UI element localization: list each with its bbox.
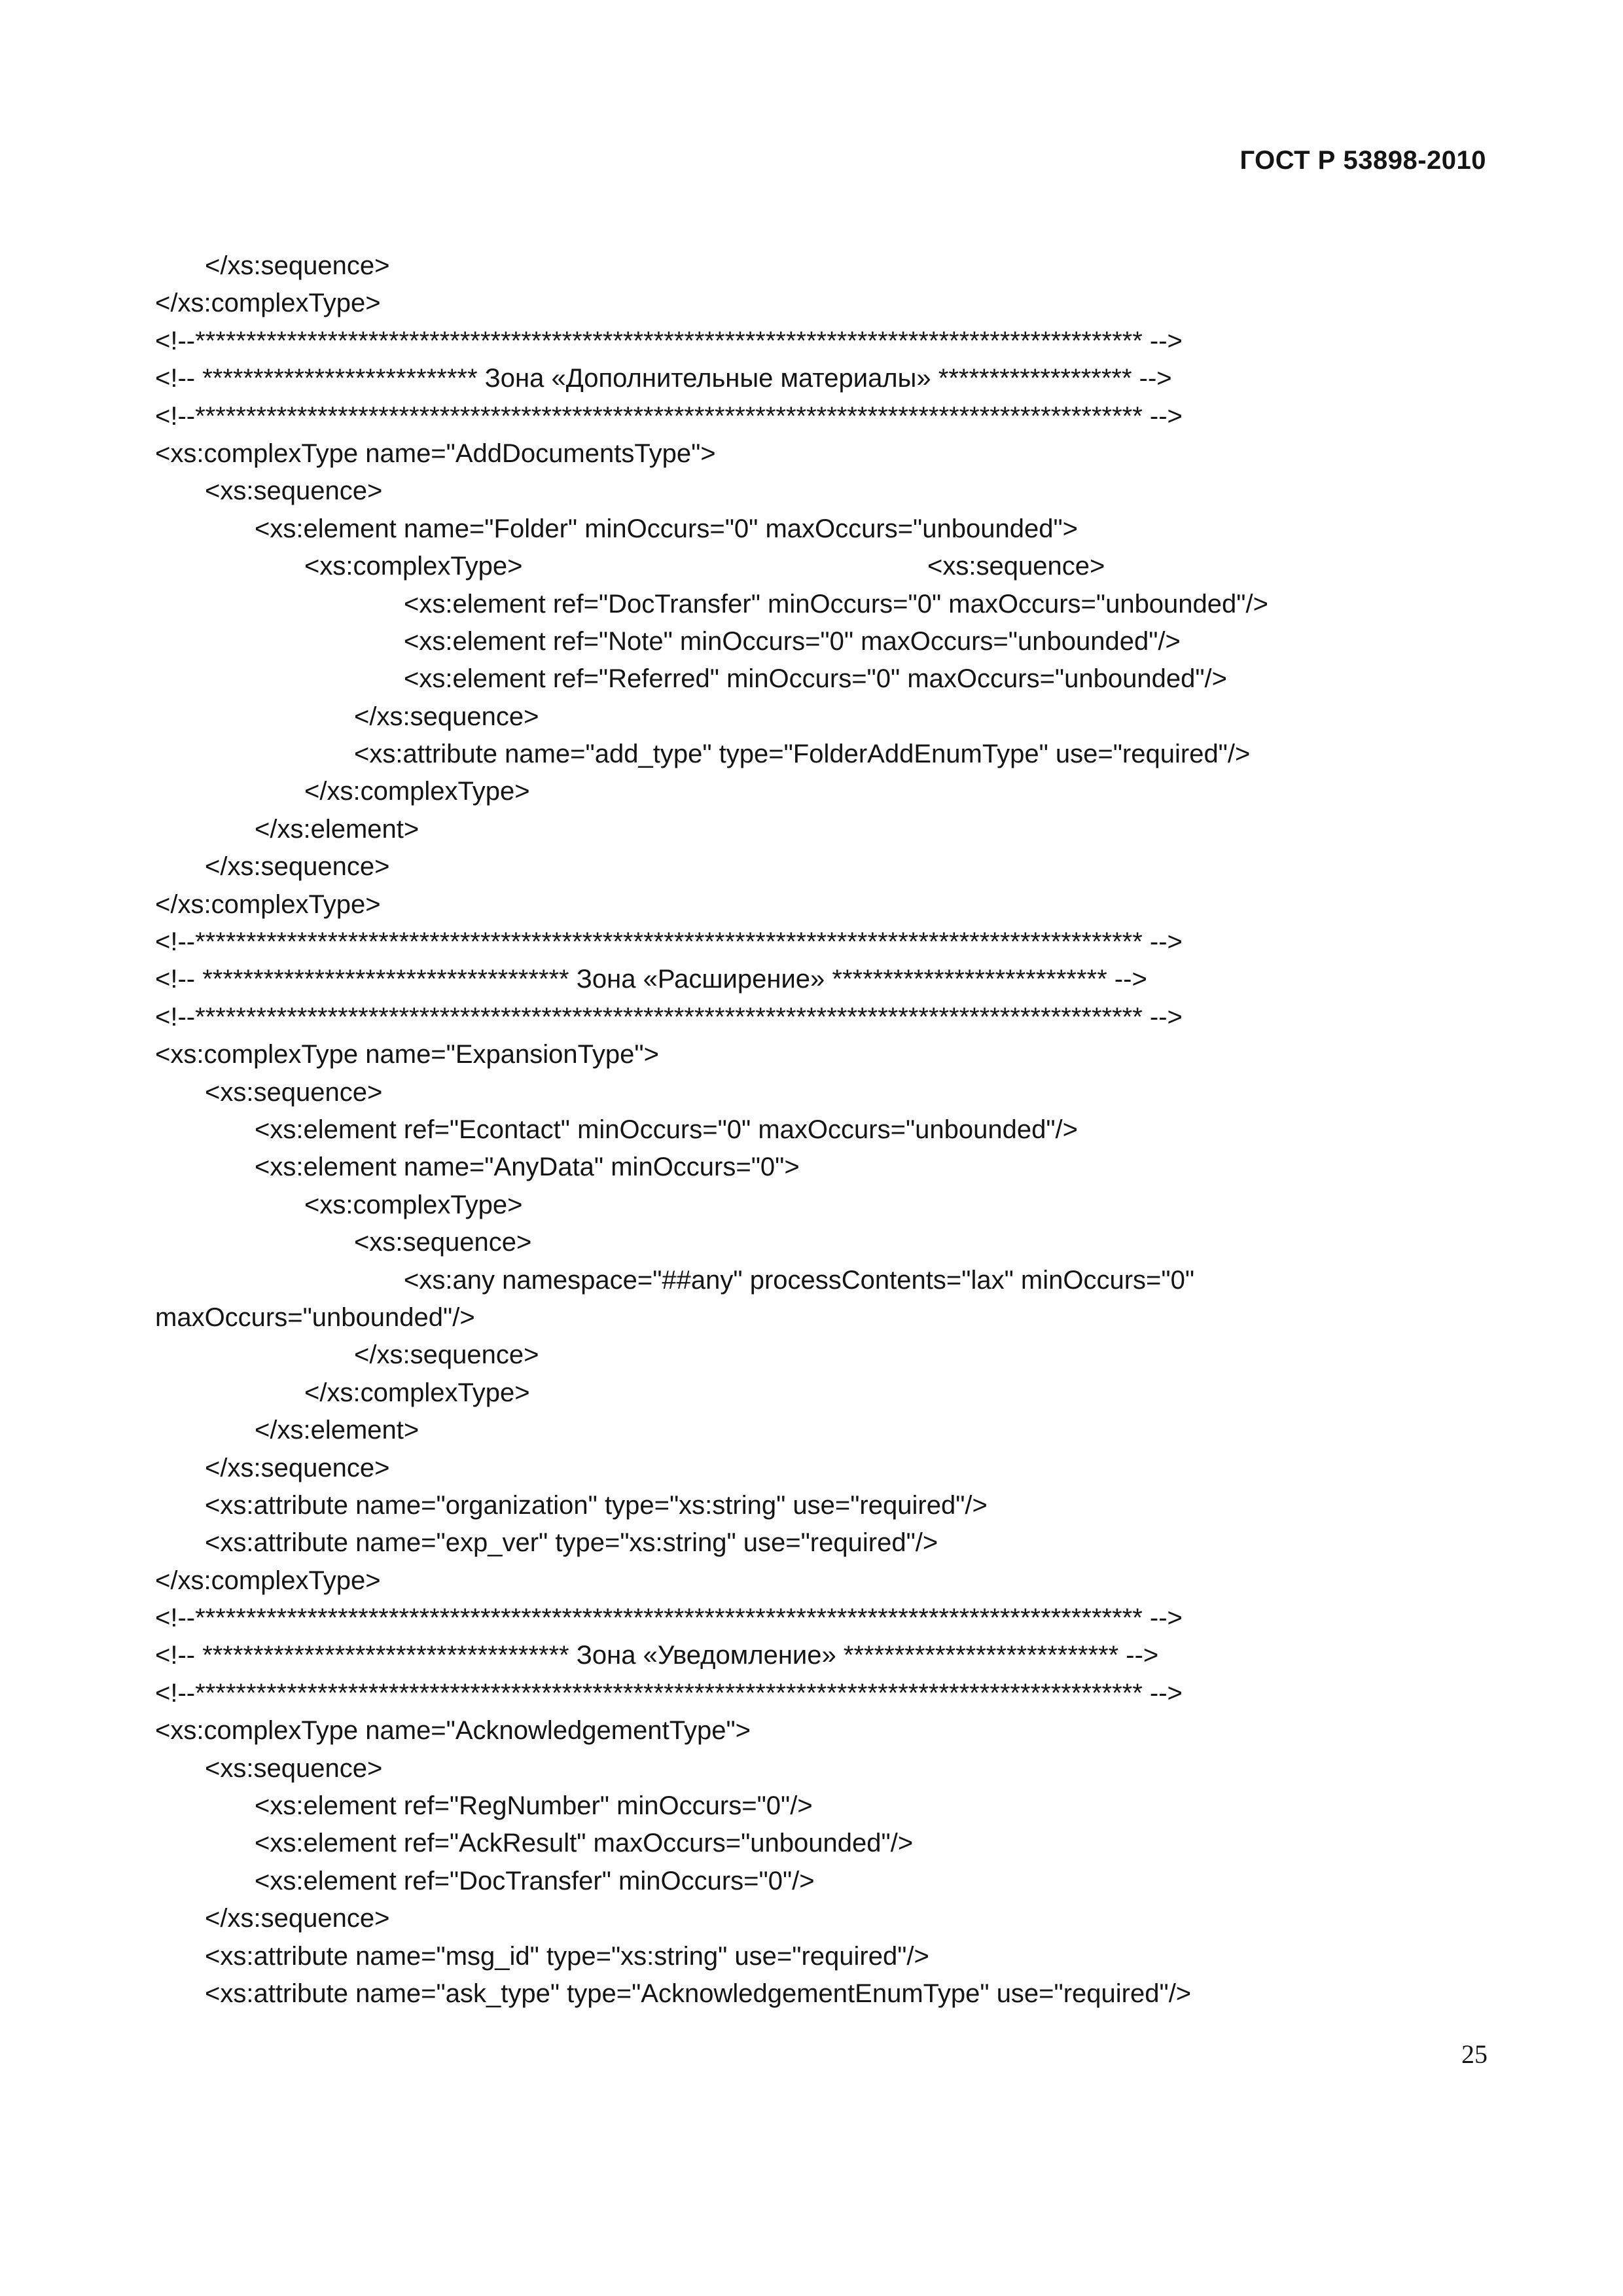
code-line-text: <xs:sequence> — [205, 1753, 383, 1783]
code-line — [0, 1900, 1623, 1937]
document-code-header: ГОСТ Р 53898-2010 — [1240, 146, 1486, 175]
code-line-text: <xs:element ref="Note" minOccurs="0" maxOccurs="unbounded"/> — [404, 626, 1181, 656]
code-line — [0, 473, 1623, 510]
code-line-text: </xs:complexType> — [304, 1378, 530, 1407]
code-line-text: <!--********************************************************************************************* --> — [155, 1604, 1183, 1633]
code-line — [0, 1637, 1623, 1674]
code-line — [0, 1412, 1623, 1449]
code-line-text: <!--********************************************************************************************* --> — [155, 326, 1183, 355]
code-line-text: </xs:element> — [255, 814, 419, 844]
code-line-text: </xs:sequence> — [205, 1904, 390, 1933]
code-line — [0, 961, 1623, 998]
code-line-text: <!--********************************************************************************************* --> — [155, 927, 1183, 957]
code-line-text: </xs:sequence> — [205, 1453, 390, 1482]
code-line — [0, 848, 1623, 886]
code-line — [0, 1712, 1623, 1749]
code-line — [0, 1975, 1623, 2013]
code-line-text: <xs:attribute name="msg_id" type="xs:string" use="required"/> — [205, 1941, 929, 1971]
code-line-text: <xs:sequence> — [354, 1228, 532, 1257]
code-line — [0, 1111, 1623, 1149]
code-line — [0, 924, 1623, 961]
code-line — [0, 398, 1623, 435]
code-line-text: </xs:element> — [255, 1416, 419, 1445]
code-line-text: <xs:element ref="Econtact" minOccurs="0" maxOccurs="unbounded"/> — [255, 1115, 1079, 1144]
code-line-text: </xs:complexType> — [155, 289, 381, 318]
code-line — [0, 1262, 1623, 1299]
code-line — [0, 1938, 1623, 1975]
code-line — [0, 1450, 1623, 1487]
code-line-text: <xs:attribute name="add_type" type="FolderAddEnumType" use="required"/> — [354, 740, 1251, 769]
xml-schema-listing — [0, 247, 1623, 2013]
code-line — [0, 1487, 1623, 1524]
code-line — [0, 1600, 1623, 1637]
code-line — [0, 623, 1623, 660]
code-line-text: <xs:complexType> — [304, 552, 523, 581]
code-line-text: </xs:sequence> — [354, 702, 539, 731]
code-line-text: <xs:complexType> — [304, 1190, 523, 1219]
code-line-text: </xs:sequence> — [205, 251, 390, 280]
code-line — [0, 1524, 1623, 1562]
code-line — [0, 811, 1623, 848]
code-line — [0, 1825, 1623, 1862]
code-line — [0, 1374, 1623, 1412]
code-line — [0, 360, 1623, 397]
code-line — [0, 660, 1623, 698]
page-number: 25 — [1461, 2039, 1488, 2069]
code-line-text: <!--********************************************************************************************* --> — [155, 1002, 1183, 1031]
code-line-text: </xs:sequence> — [205, 852, 390, 882]
code-line — [0, 586, 1623, 623]
code-line-text: <xs:element ref="RegNumber" minOccurs="0"/> — [255, 1791, 813, 1821]
code-line — [0, 698, 1623, 736]
code-line-text: <xs:attribute name="ask_type" type="AcknowledgementEnumType" use="required"/> — [205, 1979, 1192, 2008]
code-line — [0, 1224, 1623, 1261]
code-line-text: <xs:sequence> — [205, 1077, 383, 1107]
code-line-text: <xs:complexType name="AcknowledgementType"> — [155, 1716, 751, 1746]
code-line-text: <xs:element ref="Referred" minOccurs="0" maxOccurs="unbounded"/> — [404, 664, 1228, 694]
code-line-text: <xs:complexType name="ExpansionType"> — [155, 1040, 659, 1069]
code-line — [0, 1336, 1623, 1374]
code-line — [0, 1787, 1623, 1825]
code-line-text: <!-- *************************** Зона «Дополнительные материалы» ******************* --> — [155, 364, 1172, 393]
code-line-text: <!-- ************************************ Зона «Расширение» *************************** --> — [155, 965, 1147, 994]
code-line-text: <!--********************************************************************************************* --> — [155, 1678, 1183, 1708]
code-line — [0, 886, 1623, 924]
code-line — [0, 435, 1623, 473]
code-line-text: <xs:any namespace="##any" processContents="lax" minOccurs="0" — [404, 1265, 1195, 1295]
code-line — [0, 773, 1623, 810]
code-line — [0, 1562, 1623, 1600]
code-line-text: <!-- ************************************ Зона «Уведомление» *************************** --> — [155, 1641, 1159, 1670]
code-line — [0, 1675, 1623, 1712]
code-line — [0, 323, 1623, 360]
code-line-text: <xs:complexType name="AddDocumentsType"> — [155, 439, 716, 468]
code-line — [0, 736, 1623, 773]
code-line-text: </xs:complexType> — [155, 889, 381, 919]
code-line — [0, 548, 1623, 585]
code-line — [0, 1187, 1623, 1224]
code-line — [0, 285, 1623, 322]
code-line-text: </xs:complexType> — [155, 1566, 381, 1595]
code-line — [0, 1750, 1623, 1787]
code-line-text: <xs:element name="AnyData" minOccurs="0"> — [255, 1153, 800, 1182]
code-line-text: <xs:element name="Folder" minOccurs="0" maxOccurs="unbounded"> — [255, 514, 1079, 543]
code-line-text: </xs:sequence> — [354, 1340, 539, 1370]
code-line-text: maxOccurs="unbounded"/> — [155, 1302, 475, 1332]
code-line-text: <xs:sequence> — [205, 476, 383, 506]
code-line-text: <xs:element ref="DocTransfer" minOccurs="0" maxOccurs="unbounded"/> — [404, 589, 1268, 619]
code-line — [0, 1074, 1623, 1111]
code-line — [0, 1299, 1623, 1336]
code-line — [0, 511, 1623, 548]
code-line — [0, 999, 1623, 1036]
code-line-text: </xs:complexType> — [304, 777, 530, 806]
code-line-text: <!--********************************************************************************************* --> — [155, 401, 1183, 431]
code-line-text: <xs:attribute name="organization" type="xs:string" use="required"/> — [205, 1490, 988, 1520]
code-line-text: <xs:element ref="AckResult" maxOccurs="unbounded"/> — [255, 1829, 914, 1858]
code-line — [0, 1863, 1623, 1900]
code-line-inline-text: <xs:sequence> — [927, 552, 1105, 581]
code-line — [0, 247, 1623, 285]
code-line — [0, 1036, 1623, 1073]
code-line-text: <xs:attribute name="exp_ver" type="xs:string" use="required"/> — [205, 1528, 938, 1558]
code-line — [0, 1149, 1623, 1186]
code-line-text: <xs:element ref="DocTransfer" minOccurs="0"/> — [255, 1866, 815, 1895]
